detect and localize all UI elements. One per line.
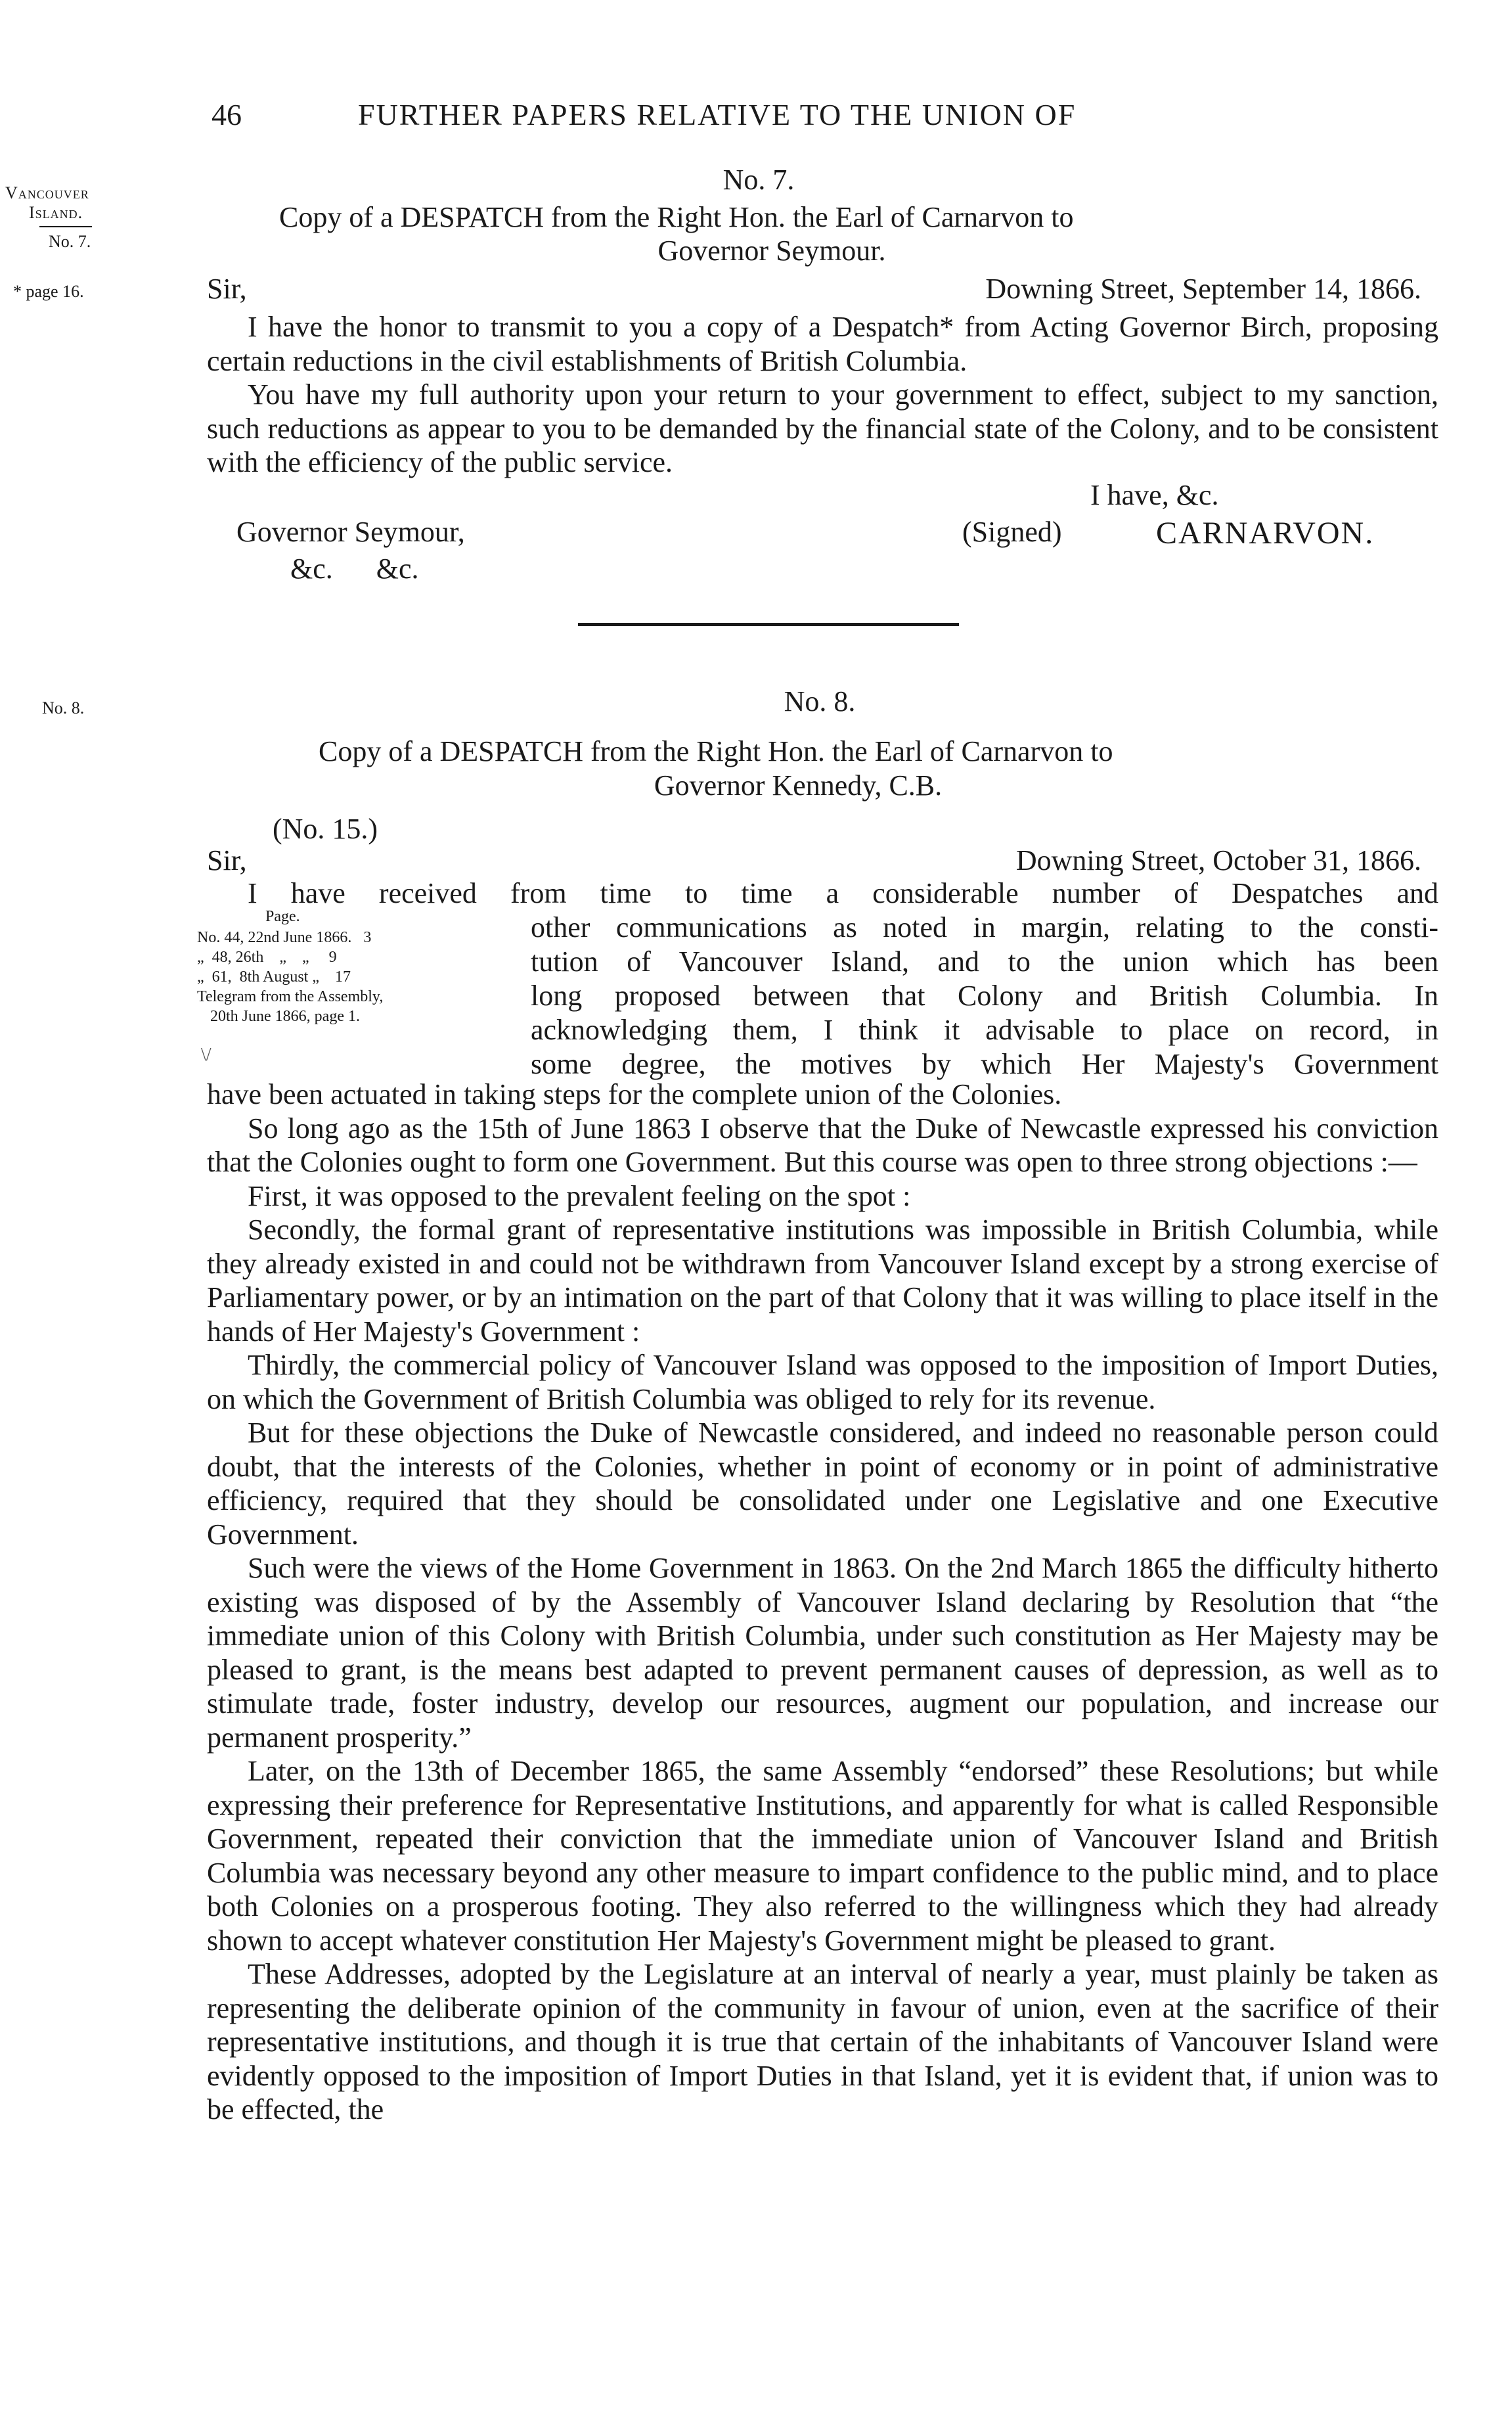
side-notes [197, 928, 519, 1026]
despatch8-para3: First, it was opposed to the prevalent feeling on the spot : [248, 1179, 911, 1212]
despatch7-title-line2: Governor Seymour. [657, 235, 886, 267]
despatch8-para5: Thirdly, the commercial policy of Vancouver Island was opposed to the imposition of Import Duties, on which the Government of British Columbia was obliged to rely for its revenue. [207, 1349, 1438, 1415]
despatch8-para8: Later, on the 13th of December 1865, the same Assembly “endorsed” these Resolutions; but while expressing their preference for Representative Institutions, and apparently for what is called Responsible Government, repeated their conviction that the immediate union of Vancouver Island and British Columbia was necessary beyond any other measure to impart confidence to the public mind, and to place both Colonies on a prosperous footing. They also referred to the willingness which they had already shown to accept whatever constitution Her Majesty's Government might be pleased to grant. [207, 1755, 1438, 1957]
despatch7-closing: I have, &c. [1090, 479, 1219, 511]
page-number: 46 [211, 98, 242, 131]
despatch7-dateline: Downing Street, September 14, 1866. [985, 273, 1421, 305]
despatch7-number: No. 7. [723, 164, 795, 196]
despatch8-line4: long proposed between that Colony and British Columbia. In [531, 980, 1438, 1012]
despatch8-line1: I have received from time to time a considerable number of Despatches and [248, 877, 1438, 909]
despatch8-title-line2: Governor Kennedy, C.B. [654, 769, 943, 802]
despatch7-title-line1: Copy of a DESPATCH from the Right Hon. the Earl of Carnarvon to [279, 201, 1074, 233]
despatch8-line6: some degree, the motives by which Her Majesty's Government [531, 1048, 1438, 1080]
despatch8-para-cont: have been actuated in taking steps for the complete union of the Colonies. [207, 1078, 1062, 1110]
pencil-mark: \/ [201, 1045, 211, 1065]
margin-rule [39, 226, 92, 227]
despatch8-para6: But for these objections the Duke of Newcastle considered, and indeed no reasonable person could doubt, that the interests of the Colonies, whether in point of economy or in point of administrative efficiency, required that they should be consolidated under one Legislative and one Executive Government. [207, 1417, 1438, 1551]
despatch8-title-line1: Copy of a DESPATCH from the Right Hon. the Earl of Carnarvon to [319, 735, 1113, 767]
despatch7-signed-label: (Signed) [962, 516, 1062, 548]
side-note: „ 48, 26th „ „ 9 [197, 949, 337, 966]
despatch8-line5: acknowledging them, I think it advisable to place on record, in [531, 1014, 1438, 1046]
margin-colony-name: Vancouver [5, 183, 89, 202]
despatch8-salutation: Sir, [207, 844, 247, 876]
despatch8-ref: (No. 15.) [273, 813, 378, 845]
despatch8-body [207, 1078, 1438, 2127]
despatch7-para2: You have my full authority upon your return to your government to effect, subject to my sanction, such reductions as appear to you to be demanded by the financial state of the Colony, and to be consistent with the efficiency of the public service. [207, 378, 1438, 478]
despatch8-para4: Secondly, the formal grant of representative institutions was impossible in British Columbia, while they already existed in and could not be withdrawn from Vancouver Island except by a strong exercise of Parliamentary power, or by an intimation on the part of that Colony that it was willing to place itself in the hands of Her Majesty's Government : [207, 1214, 1438, 1348]
despatch7-para1: I have the honor to transmit to you a copy of a Despatch* from Acting Governor Birch, proposing certain reductions in the civil establishments of British Columbia. [207, 311, 1438, 377]
margin-no8: No. 8. [42, 698, 85, 717]
side-note-page-label: Page. [265, 908, 300, 925]
despatch8-line3: tution of Vancouver Island, and to the union which has been [531, 945, 1438, 978]
running-title: FURTHER PAPERS RELATIVE TO THE UNION OF [358, 98, 1077, 131]
side-note: No. 44, 22nd June 1866. 3 [197, 929, 372, 946]
despatch7-addressee: Governor Seymour, [236, 516, 465, 548]
margin-no7: No. 7. [49, 232, 91, 251]
margin-page-ref: * page 16. [13, 282, 84, 301]
section-divider [578, 623, 959, 626]
despatch8-dateline: Downing Street, October 31, 1866. [1015, 844, 1421, 876]
despatch7-etc: &c. &c. [290, 553, 419, 585]
despatch8-line2: other communications as noted in margin, relating to the consti- [531, 911, 1438, 943]
side-note: „ 61, 8th August „ 17 [197, 968, 351, 986]
despatch7-body [207, 310, 1438, 480]
despatch8-para2: So long ago as the 15th of June 1863 I observe that the Duke of Newcastle expressed his conviction that the Colonies ought to form one Government. But this course was open to three strong objections :— [207, 1112, 1438, 1178]
despatch8-para9: These Addresses, adopted by the Legislature at an interval of nearly a year, must plainly be taken as representing the deliberate opinion of the community in favour of union, even at the sacrifice of their representative institutions, and though it is true that certain of the inhabitants of Vancouver Island were evidently opposed to the imposition of Import Duties in that Island, yet it is evident that, if union was to be effected, the [207, 1958, 1438, 2125]
margin-colony-name-2: Island. [29, 203, 83, 222]
side-note: Telegram from the Assembly, [197, 988, 384, 1005]
despatch8-number: No. 8. [784, 685, 856, 717]
side-note: 20th June 1866, page 1. [210, 1008, 360, 1025]
despatch7-signature: CARNARVON. [1156, 516, 1375, 551]
despatch8-para7: Such were the views of the Home Government in 1863. On the 2nd March 1865 the difficulty hitherto existing was disposed of by the Assembly of Vancouver Island declaring by Resolution that “the immediate union of this Colony with British Columbia, under such constitution as Her Majesty may be pleased to grant, is the means best adapted to prevent permanent causes of depression, as well as to stimulate trade, foster industry, develop our resources, augment our population, and increase our permanent prosperity.” [207, 1552, 1438, 1754]
despatch7-salutation: Sir, [207, 273, 247, 305]
